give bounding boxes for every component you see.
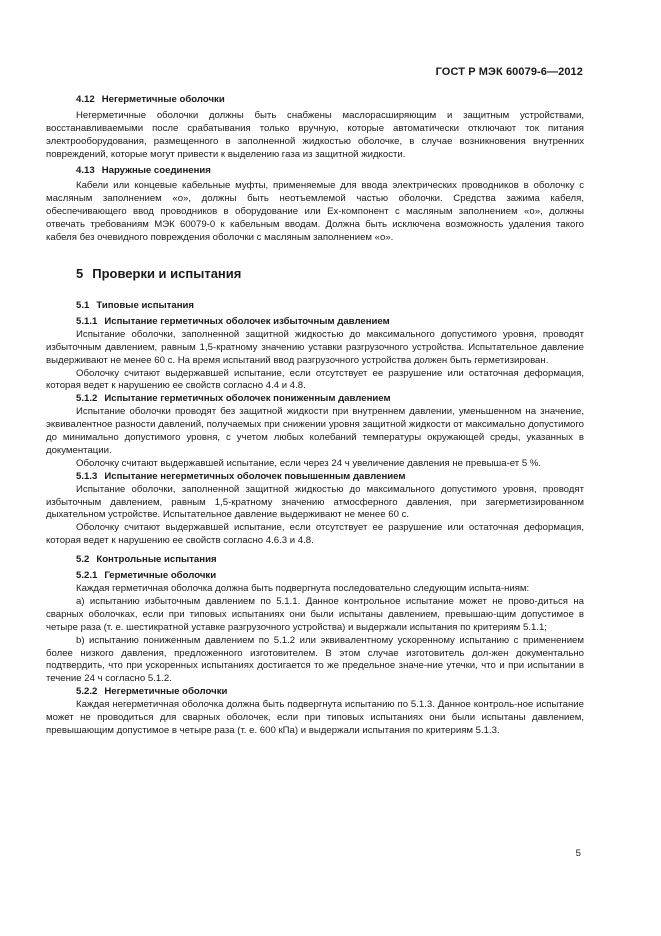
heading-title: Герметичные оболочки [104, 570, 217, 582]
heading-number: 4.12 [76, 94, 95, 105]
heading-5-2 [46, 554, 584, 567]
heading-number: 5.1.1 [76, 315, 98, 327]
paragraph-5-1-3-a: Испытание оболочки, заполненной защитной жидкостью до максимального допустимого уровня, проводят избыточным давлением, равным 1,5-кратному значению атмосферного давления, при загерметизированном дыхательном устройстве. Испытательное давление выдерживают не менее 60 с. [46, 483, 584, 521]
paragraph-4-13: Кабели или концевые кабельные муфты, применяемые для ввода электрических проводников в оболочку с масляным заполнением «о», должны быть неотъемлемой частью оболочки. Средства зажима кабеля, обеспечивающего ввод проводников в оборудование или Ex-компонент с масляным заполнением «о», должны отвечать требованиям МЭК 60079-0 к кабельным вводам. Должна быть исключена возможность удаления такого кабеля без очевидного повреждения оболочки с масляным заполнением «о». [46, 180, 584, 244]
heading-number: 5.1 [76, 299, 90, 311]
heading-5-1-1 [46, 316, 584, 329]
heading-5-1 [46, 300, 584, 313]
page-number: 5 [575, 848, 581, 859]
paragraph-5-1-2-a: Испытание оболочки проводят без защитной жидкости при внутреннем давлении, уменьшенном на значение, эквивалентное разности давлений, получаемых при снижении уровня защитной жидкости от максимально допустимого до минимально допустимого уровня, с учетом любых колебаний температуры окружающей среды, указанных в документации. [46, 406, 584, 456]
paragraph-5-2-2: Каждая негерметичная оболочка должна быть подвергнута испытанию по 5.1.3. Данное контроль-ное испытание может не проводиться для сварных оболочек, если при типовых испытаниях они были испытаны давлением, превышающим допустимое в четыре раза (т. е. 600 кПа) и выдержали испытания по критериям 5.1.3. [46, 699, 584, 736]
list-item-a: а) испытанию избыточным давлением по 5.1.1. Данное контрольное испытание может не прово-диться на сварных оболочках, если при типовых испытаниях они были испытаны давлением, превышаю-щим допустимое в четыре раза (т. е. шестикратной уставке разгрузочного устройства) и выдержали испытания по критериям 5.1.1; [46, 595, 584, 633]
heading-5-1-2 [46, 393, 584, 406]
paragraph-5-1-3-b: Оболочку считают выдержавшей испытание, если отсутствует ее разрушение или остаточная деформация, которая ведет к нарушению ее свойств согласно 4.6.3 и 4.8. [46, 522, 584, 547]
heading-title: Негерметичные оболочки [101, 94, 225, 105]
heading-number: 5.2 [76, 554, 90, 566]
heading-number: 5.2.2 [76, 686, 98, 698]
heading-5 [46, 265, 584, 283]
heading-title: Типовые испытания [96, 299, 195, 311]
paragraph-5-1-1-b: Оболочку считают выдержавшей испытание, если отсутствует ее разрушение или остаточная деформация, которая ведет к нарушению ее свойств согласно 4.4 и 4.8. [46, 367, 584, 392]
heading-4-13 [46, 165, 584, 178]
paragraph-5-1-1-a: Испытание оболочки, заполненной защитной жидкостью до максимального допустимого уровня, проводят избыточным давлением, равным 1,5-кратному значению уставки разгрузочного устройства. Испытательное давление выдерживают не менее 60 с. На время испытаний ввод разгрузочного устройства должен быть герметизирован. [46, 328, 584, 366]
paragraph-4-12: Негерметичные оболочки должны быть снабжены маслорасширяющим и защитным устройствами, восстанавливаемыми после срабатывания только вручную, которые автоматически отключают ток питания электрооборудования, размещенного в заполненной жидкостью оболочке, в случае возникновения внутренних повреждений, которые могут привести к выделению газа из защитной жидкости. [46, 109, 584, 160]
heading-number: 5.1.3 [76, 470, 98, 482]
heading-number: 4.13 [76, 164, 95, 176]
heading-5-2-1 [46, 570, 584, 583]
heading-title: Контрольные испытания [96, 554, 217, 566]
paragraph-5-1-2-b: Оболочку считают выдержавшей испытание, если через 24 ч увеличение давления не превыша-ет 5 %. [76, 457, 542, 469]
heading-title: Проверки и испытания [92, 265, 242, 281]
heading-number: 5.1.2 [76, 393, 98, 405]
heading-title: Испытание герметичных оболочек избыточным давлением [104, 315, 390, 327]
paragraph-5-2-1: Каждая герметичная оболочка должна быть подвергнута последовательно следующим испыта-ниям: [76, 583, 530, 594]
list-item-b: b) испытанию пониженным давлением по 5.1.2 или эквивалентному ускоренному испытанию с применением более низкого давления, предложенного изготовителем. В этом случае изготовитель дол-жен документально подтвердить, что при ускоренных испытаниях достигается то же предельное значе-ние утечки, что и при испытании в течение 24 ч согласно 5.1.2. [46, 634, 584, 685]
heading-5-1-3 [46, 471, 584, 484]
heading-number: 5.2.1 [76, 570, 98, 582]
heading-title: Испытание негерметичных оболочек повышенным давлением [104, 470, 406, 482]
heading-title: Наружные соединения [101, 164, 211, 176]
standard-designation: ГОСТ Р МЭК 60079-6—2012 [435, 66, 583, 78]
heading-title: Испытание герметичных оболочек пониженным давлением [104, 393, 391, 405]
heading-4-12 [46, 94, 584, 107]
page-content [46, 94, 584, 738]
heading-5-2-2 [46, 686, 584, 699]
heading-number: 5 [76, 265, 84, 281]
heading-title: Негерметичные оболочки [104, 686, 228, 698]
